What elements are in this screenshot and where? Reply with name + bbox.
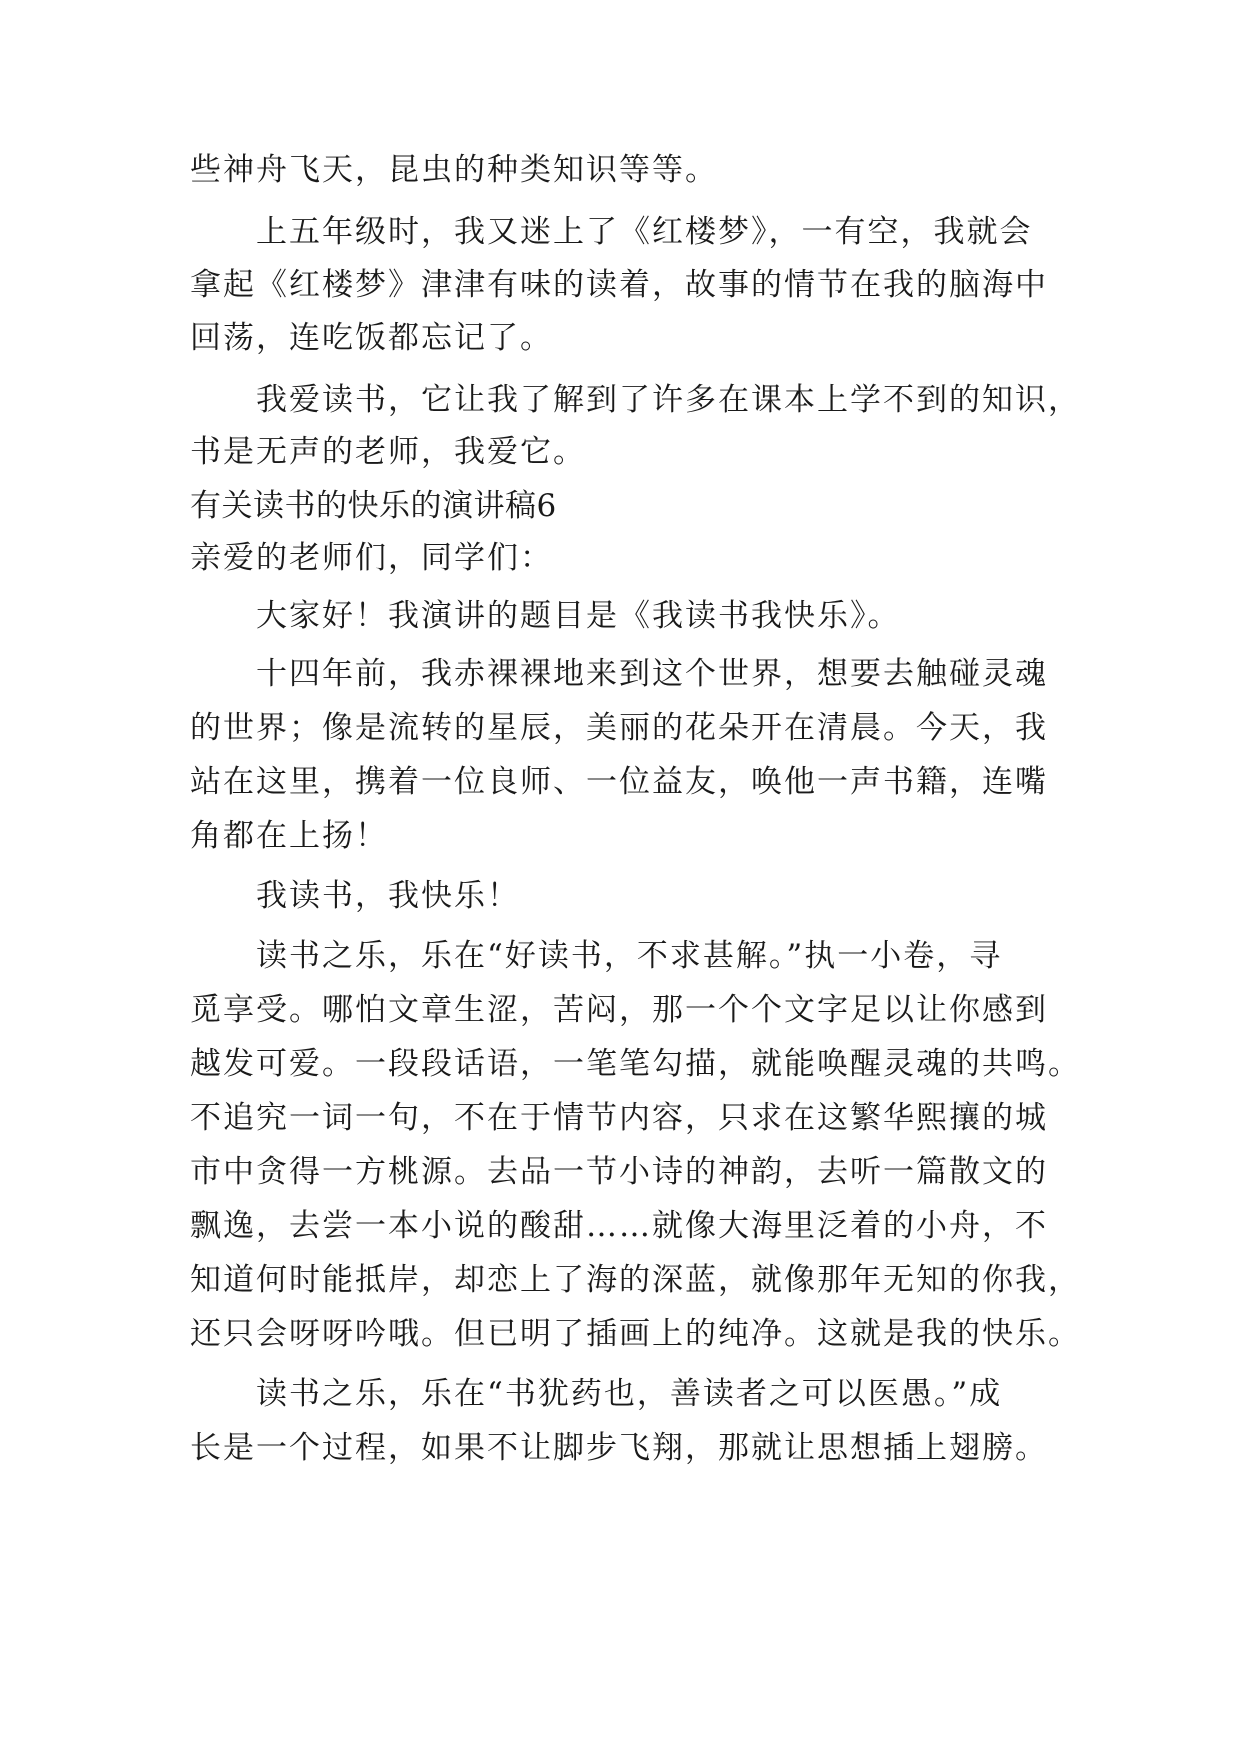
paragraph-line: 拿起《红楼梦》津津有味的读着，故事的情节在我的脑海中 — [190, 267, 1048, 303]
paragraph-line: 站在这里，携着一位良师、一位益友，唤他一声书籍，连嘴 — [190, 764, 1048, 800]
paragraph-line: 十四年前，我赤裸裸地来到这个世界，想要去触碰灵魂 — [256, 656, 1048, 692]
paragraph-line: 回荡，连吃饭都忘记了。 — [190, 320, 553, 356]
paragraph-line: 越发可爱。一段段话语，一笔笔勾描，就能唤醒灵魂的共鸣。 — [190, 1046, 1081, 1082]
paragraph-line: 不追究一词一句，不在于情节内容，只求在这繁华熙攘的城 — [190, 1100, 1048, 1136]
paragraph-line: 书是无声的老师，我爱它。 — [190, 434, 586, 470]
paragraph-line: 还只会呀呀吟哦。但已明了插画上的纯净。这就是我的快乐。 — [190, 1316, 1081, 1352]
section-heading: 有关读书的快乐的演讲稿6 — [190, 488, 557, 524]
paragraph-line: 我读书，我快乐！ — [256, 878, 520, 914]
paragraph-line: 的世界；像是流转的星辰，美丽的花朵开在清晨。今天，我 — [190, 710, 1048, 746]
paragraph-line: 读书之乐，乐在“书犹药也，善读者之可以医愚。”成 — [256, 1376, 1003, 1412]
paragraph-line: 上五年级时，我又迷上了《红楼梦》，一有空，我就会 — [256, 214, 1033, 250]
paragraph-line: 觅享受。哪怕文章生涩，苦闷，那一个个文字足以让你感到 — [190, 992, 1048, 1028]
paragraph-line: 我爱读书，它让我了解到了许多在课本上学不到的知识， — [256, 382, 1081, 418]
paragraph-line: 大家好！我演讲的题目是《我读书我快乐》。 — [256, 598, 901, 634]
paragraph-line: 角都在上扬！ — [190, 818, 388, 854]
salutation-line: 亲爱的老师们，同学们： — [190, 540, 553, 576]
paragraph-line: 知道何时能抵岸，却恋上了海的深蓝，就像那年无知的你我， — [190, 1262, 1081, 1298]
paragraph-line: 长是一个过程，如果不让脚步飞翔，那就让思想插上翅膀。 — [190, 1430, 1048, 1466]
paragraph-line: 飘逸，去尝一本小说的酸甜……就像大海里泛着的小舟，不 — [190, 1208, 1048, 1244]
paragraph-line: 读书之乐，乐在“好读书，不求甚解。”执一小卷，寻 — [256, 938, 1003, 974]
paragraph-line: 市中贪得一方桃源。去品一节小诗的神韵，去听一篇散文的 — [190, 1154, 1048, 1190]
paragraph-line: 些神舟飞天，昆虫的种类知识等等。 — [190, 152, 718, 188]
